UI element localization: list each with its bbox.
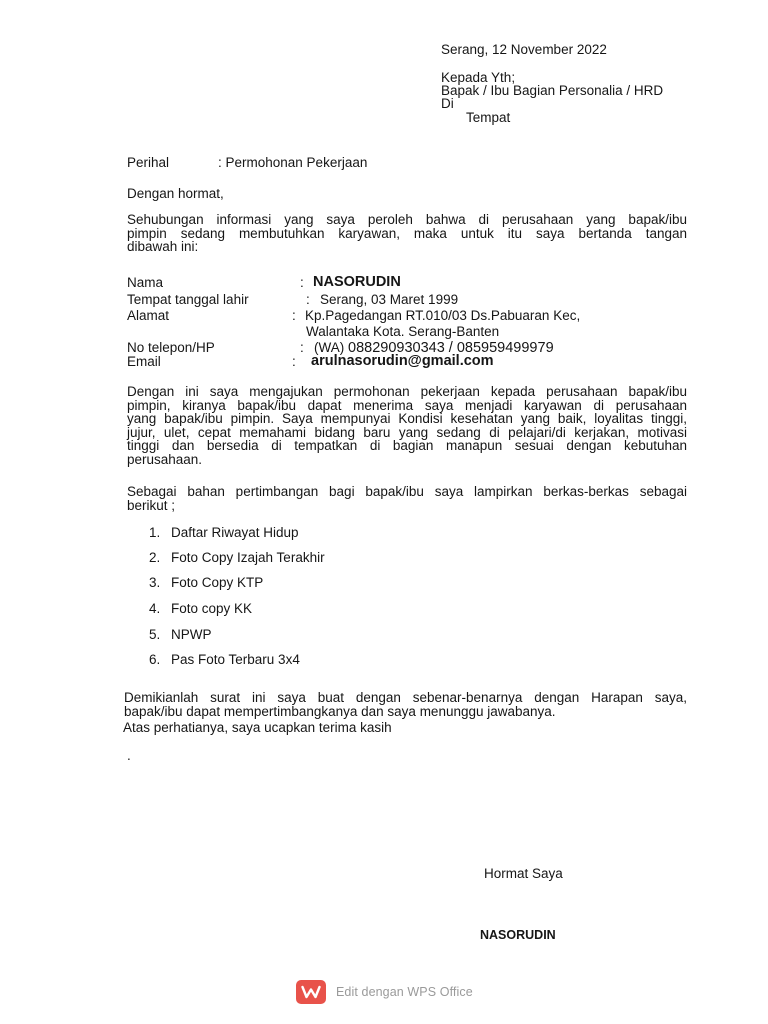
letter-date: Serang, 12 November 2022	[441, 42, 607, 57]
list-item	[149, 601, 252, 617]
closing-thanks: Atas perhatianya, saya ucapkan terima kasih	[123, 720, 392, 735]
recipient-line-1: Kepada Yth;	[441, 70, 516, 85]
recipient-line-4: Tempat	[466, 110, 511, 125]
recipient-line-3: Di	[441, 96, 454, 111]
body-line: jujur, ulet, cepat memahami bidang baru yang sedang di pelajari/di kerjakan, motivasi	[127, 424, 687, 440]
stray-dot: .	[127, 748, 131, 763]
address-label: Alamat	[127, 308, 170, 323]
list-item	[149, 550, 325, 566]
wps-office-logo-icon	[296, 980, 326, 1004]
wps-watermark-text: Edit dengan WPS Office	[336, 985, 473, 999]
name-label: Nama	[127, 275, 164, 290]
list-text: Daftar Riwayat Hidup	[171, 525, 299, 540]
list-item	[149, 575, 263, 591]
intro-line: Sehubungan informasi yang saya peroleh bahwa di perusahaan yang bapak/ibu	[127, 212, 687, 227]
closing-line: bapak/ibu dapat mempertimbangkanya dan saya menunggu jawabanya.	[124, 703, 556, 719]
address-value-line-2: Walantaka Kota. Serang-Banten	[306, 324, 500, 339]
subject-value: : Permohonan Pekerjaan	[218, 155, 368, 170]
list-text: Foto Copy KTP	[171, 575, 264, 590]
list-item	[149, 652, 300, 668]
list-number: 1.	[149, 525, 161, 540]
signature-name: NASORUDIN	[480, 928, 556, 942]
body-line: tinggi dan bersedia di tempatkan di bagian manapun sesuai dengan kebutuhan	[127, 438, 687, 453]
body-line: Dengan ini saya mengajukan permohonan pekerjaan kepada perusahaan bapak/ibu	[127, 384, 687, 399]
birth-colon: :	[306, 292, 310, 307]
intro-line: dibawah ini:	[127, 239, 199, 254]
birth-value: Serang, 03 Maret 1999	[320, 292, 459, 307]
name-colon: :	[300, 275, 304, 290]
list-item	[149, 525, 299, 541]
signature-salutation: Hormat Saya	[484, 866, 563, 881]
phone-numbers: 088290930343 / 085959499979	[348, 340, 554, 356]
list-item	[149, 627, 212, 643]
phone-prefix: (WA)	[314, 340, 348, 355]
body-paragraph	[127, 385, 687, 466]
intro-paragraph	[127, 213, 687, 254]
closing-paragraph	[124, 691, 687, 718]
phone-colon: :	[300, 340, 304, 355]
list-number: 5.	[149, 627, 161, 642]
wps-watermark	[296, 980, 473, 1004]
list-text: Foto Copy Izajah Terakhir	[171, 550, 325, 565]
body-line: pimpin, kiranya bapak/ibu dapat menerima saya menjadi karyawan di perusahaan	[127, 397, 687, 413]
attachments-intro	[127, 485, 687, 512]
phone-label: No telepon/HP	[127, 340, 215, 355]
body-line: yang bapak/ibu pimpin. Saya mempunyai Kondisi kesehatan yang baik, loyalitas tinggi,	[127, 411, 687, 426]
list-number: 3.	[149, 575, 161, 590]
greeting: Dengan hormat,	[127, 186, 224, 201]
email-label: Email	[127, 354, 161, 369]
list-text: Foto copy KK	[171, 601, 253, 616]
email-colon: :	[292, 354, 296, 369]
list-number: 2.	[149, 550, 161, 565]
email-value: arulnasorudin@gmail.com	[311, 353, 494, 369]
body-line: perusahaan.	[127, 451, 203, 467]
subject-label: Perihal	[127, 155, 170, 170]
attachments-intro-line: berikut ;	[127, 497, 176, 513]
list-text: Pas Foto Terbaru 3x4	[171, 652, 300, 667]
list-number: 6.	[149, 652, 161, 667]
list-number: 4.	[149, 601, 161, 616]
closing-line: Demikianlah surat ini saya buat dengan sebenar-benarnya dengan Harapan saya,	[124, 690, 687, 705]
recipient-line-2: Bapak / Ibu Bagian Personalia / HRD	[441, 83, 664, 98]
name-value: NASORUDIN	[313, 274, 401, 290]
address-colon: :	[292, 308, 296, 323]
list-text: NPWP	[171, 627, 212, 642]
address-value-line-1: Kp.Pagedangan RT.010/03 Ds.Pabuaran Kec,	[305, 308, 581, 323]
intro-line: pimpin sedang membutuhkan karyawan, maka untuk itu saya bertanda tangan	[127, 225, 687, 241]
birth-label: Tempat tanggal lahir	[127, 292, 249, 307]
attachments-intro-line: Sebagai bahan pertimbangan bagi bapak/ibu saya lampirkan berkas-berkas sebagai	[127, 484, 687, 499]
